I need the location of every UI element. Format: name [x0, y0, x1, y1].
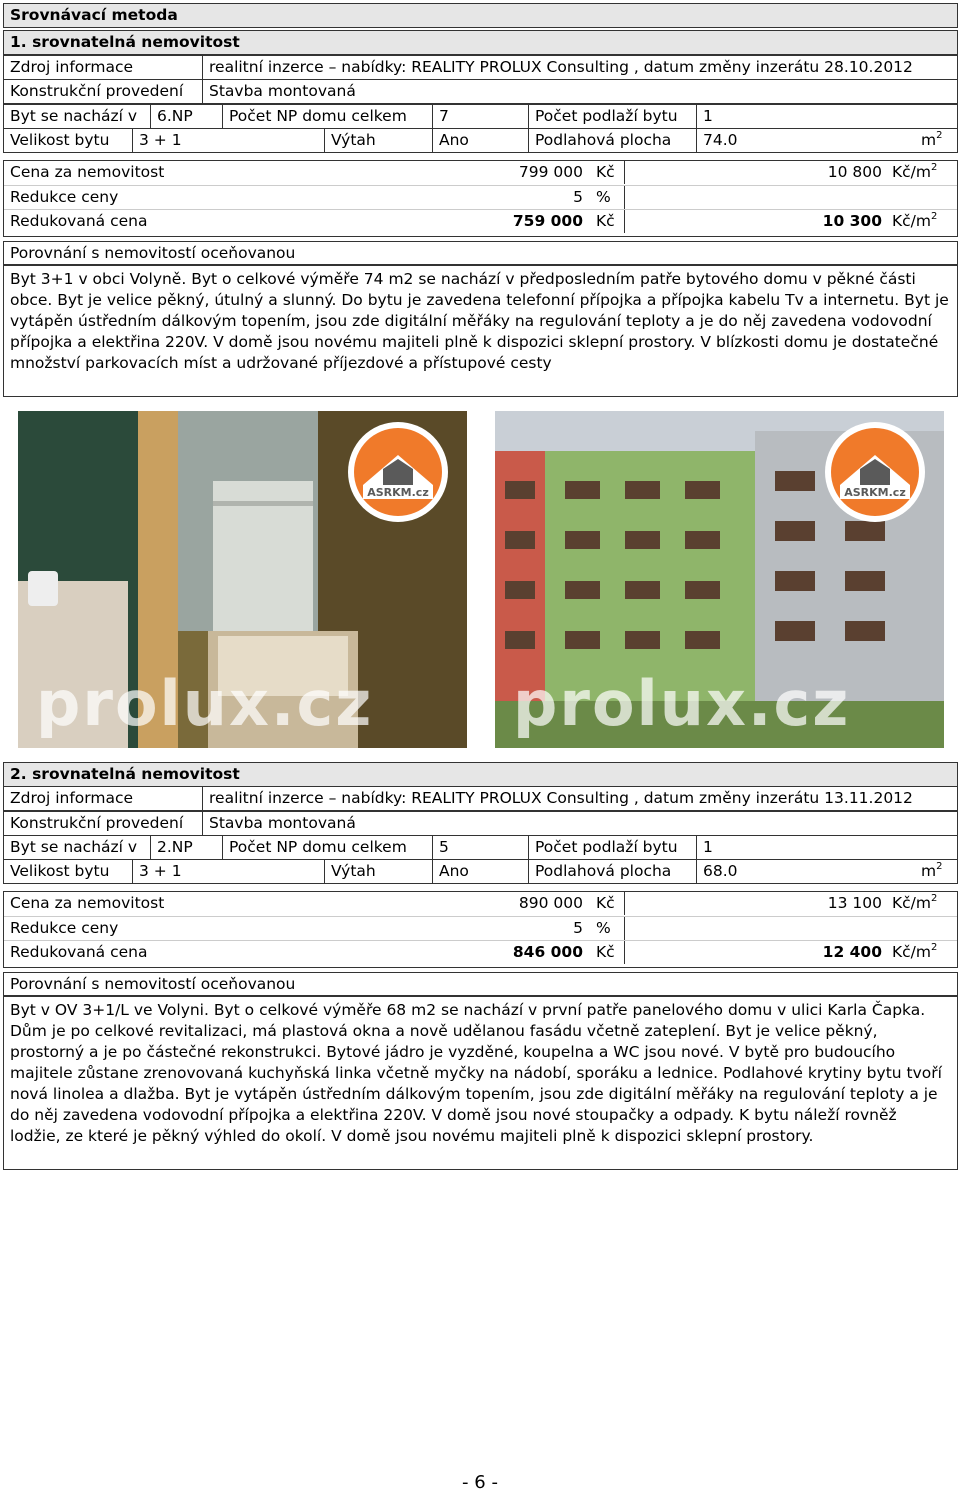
- reduced-price-currency: Kč: [596, 943, 615, 961]
- property-2-header: [3, 762, 958, 787]
- watermark-text: prolux.cz: [513, 667, 851, 740]
- property-1-header: [3, 30, 958, 55]
- property-2-source-row: [3, 786, 958, 811]
- construction-label: Konstrukční provedení: [10, 82, 184, 100]
- price-currency: Kč: [596, 163, 615, 181]
- area-value: 74.0: [696, 129, 921, 152]
- svg-text:ASRKM.cz: ASRKM.cz: [367, 486, 429, 499]
- comparison-label: Porovnání s nemovitostí oceňovanou: [10, 975, 296, 993]
- elevator-label: Výtah: [324, 129, 432, 152]
- asrkm-logo-icon: [343, 417, 453, 527]
- floors-total-value: 5: [432, 836, 528, 859]
- construction-label: Konstrukční provedení: [10, 814, 184, 832]
- levels-value: 1: [696, 105, 957, 128]
- asrkm-logo-icon: [820, 417, 930, 527]
- property-2-size-row: [3, 859, 958, 884]
- source-label: Zdroj informace: [10, 789, 134, 807]
- page-title: Srovnávací metoda: [10, 6, 178, 24]
- construction-value: Stavba montovaná: [202, 80, 957, 103]
- reduced-price-per-m2-value: 12 400: [624, 941, 886, 964]
- reduction-percent: %: [596, 188, 611, 206]
- price-currency: Kč: [596, 894, 615, 912]
- divider: [624, 917, 625, 940]
- divider: [4, 940, 957, 941]
- floor-value: 6.NP: [150, 105, 222, 128]
- price-per-m2-unit: $Kč/m^2$: [892, 161, 938, 181]
- levels-value: 1: [696, 836, 957, 859]
- area-value: 68.0: [696, 860, 921, 883]
- property-1-exterior-photo: [495, 411, 944, 748]
- svg-text:ASRKM.cz: ASRKM.cz: [844, 486, 906, 499]
- elevator-value: Ano: [432, 129, 528, 152]
- area-unit: $m^2$: [921, 860, 943, 880]
- property-2-description: Byt v OV 3+1/L ve Volyni. Byt o celkové výměře 68 m2 se nachází v první patře panelového domu v ulici Karla Čapka. Dům je po celkové revitalizaci, má plastová okna a nově udělanou fasádu včetně zateplení. Byt je velice pěkný, prostorný a je po částečné rekonstrukci. Bytové jádro je vyzděné, koupelna a WC jsou nové. V bytě pro budoucího majitele zůstane zrenovovaná kuchyňská linka včetně myčky na nádobí, sporáku a lednice. Podlahové krytiny bytu tvoří nová linolea a dlažba. Byt je vytápěn ústředním dálkovým topením, jsou zde digitální měřáky na regulování teploty a je do něj zavedena vodovodní přípojka a elektřina 220V. V domě jsou nové stoupačky a odpady. K bytu náleží rovněž lodžie, ze které je pěkný výhled do okolí. V domě jsou novému majiteli plně k dispozici sklepní prostory.: [3, 996, 958, 1170]
- construction-value: Stavba montovaná: [202, 812, 957, 835]
- source-value: realitní inzerce – nabídky: REALITY PROLUX Consulting , datum změny inzerátu 28.10.2012: [202, 56, 957, 79]
- reduction-value: 5: [573, 919, 583, 937]
- area-label: Podlahová plocha: [528, 860, 696, 883]
- elevator-value: Ano: [432, 860, 528, 883]
- levels-label: Počet podlaží bytu: [528, 105, 696, 128]
- property-2-comparison-header: [3, 972, 958, 996]
- price-label: Cena za nemovitost: [10, 894, 165, 912]
- property-1-size-row: [3, 128, 958, 153]
- area-label: Podlahová plocha: [528, 129, 696, 152]
- reduced-price-value: 846 000: [512, 943, 583, 961]
- page-number: - 6 -: [462, 1472, 498, 1493]
- property-1-title: 1. srovnatelná nemovitost: [10, 33, 240, 51]
- price-per-m2-unit: $Kč/m^2$: [892, 892, 938, 912]
- property-2-construction-row: [3, 811, 958, 836]
- size-value: 3 + 1: [132, 860, 324, 883]
- price-value: 890 000: [518, 894, 583, 912]
- property-1-description: Byt 3+1 v obci Volyně. Byt o celkové výměře 74 m2 se nachází v předposledním patře bytového domu v pěkné části obce. Byt je velice pěkný, útulný a slunný. Do bytu je zavedena telefonní přípojka a přípojka kabelu Tv a internetu. Byt je vytápěn ústředním dálkovým topením, jsou zde digitální měřáky na regulování teploty a je do něj zavedena vodovodní přípojka a elektřina 220V. V domě jsou novému majiteli plně k dispozici sklepní prostory. V blízkosti domu je dostatečné množství parkovacích míst a udržované příjezdové a přístupové cesty: [3, 265, 958, 397]
- price-per-m2-value: 13 100: [624, 892, 886, 915]
- property-1-interior-photo: [18, 411, 467, 748]
- comparison-label: Porovnání s nemovitostí oceňovanou: [10, 244, 296, 262]
- price-value: 799 000: [518, 163, 583, 181]
- reduction-percent: %: [596, 919, 611, 937]
- size-label: Velikost bytu: [10, 131, 110, 149]
- reduced-price-per-m2-unit: $Kč/m^2$: [892, 210, 938, 230]
- reduction-label: Redukce ceny: [10, 919, 119, 937]
- elevator-label: Výtah: [324, 860, 432, 883]
- reduced-price-label: Redukovaná cena: [10, 212, 148, 230]
- reduced-price-currency: Kč: [596, 212, 615, 230]
- property-1-construction-row: [3, 79, 958, 104]
- property-1-source-row: [3, 55, 958, 80]
- property-1-price-table: [3, 160, 958, 237]
- floor-value: 2.NP: [150, 836, 222, 859]
- floors-total-value: 7: [432, 105, 528, 128]
- property-1-floor-row: [3, 104, 958, 129]
- source-label: Zdroj informace: [10, 58, 134, 76]
- price-per-m2-value: 10 800: [624, 161, 886, 184]
- floor-label: Byt se nachází v: [10, 838, 138, 856]
- divider: [4, 209, 957, 210]
- reduction-label: Redukce ceny: [10, 188, 119, 206]
- reduced-price-per-m2-value: 10 300: [624, 210, 886, 233]
- watermark-text: prolux.cz: [36, 667, 374, 740]
- property-2-floor-row: [3, 835, 958, 860]
- property-1-comparison-header: [3, 241, 958, 265]
- floors-total-label: Počet NP domu celkem: [222, 836, 432, 859]
- method-header: [3, 3, 958, 28]
- reduced-price-per-m2-unit: $Kč/m^2$: [892, 941, 938, 961]
- area-unit: $m^2$: [921, 129, 943, 149]
- divider: [4, 916, 957, 917]
- price-label: Cena za nemovitost: [10, 163, 165, 181]
- floors-total-label: Počet NP domu celkem: [222, 105, 432, 128]
- divider: [4, 185, 957, 186]
- reduced-price-value: 759 000: [512, 212, 583, 230]
- source-value: realitní inzerce – nabídky: REALITY PROLUX Consulting , datum změny inzerátu 13.11.2012: [202, 787, 957, 810]
- reduced-price-label: Redukovaná cena: [10, 943, 148, 961]
- property-2-title: 2. srovnatelná nemovitost: [10, 765, 240, 783]
- reduction-value: 5: [573, 188, 583, 206]
- size-label: Velikost bytu: [10, 862, 110, 880]
- size-value: 3 + 1: [132, 129, 324, 152]
- divider: [624, 186, 625, 209]
- property-2-price-table: [3, 891, 958, 968]
- levels-label: Počet podlaží bytu: [528, 836, 696, 859]
- floor-label: Byt se nachází v: [10, 107, 138, 125]
